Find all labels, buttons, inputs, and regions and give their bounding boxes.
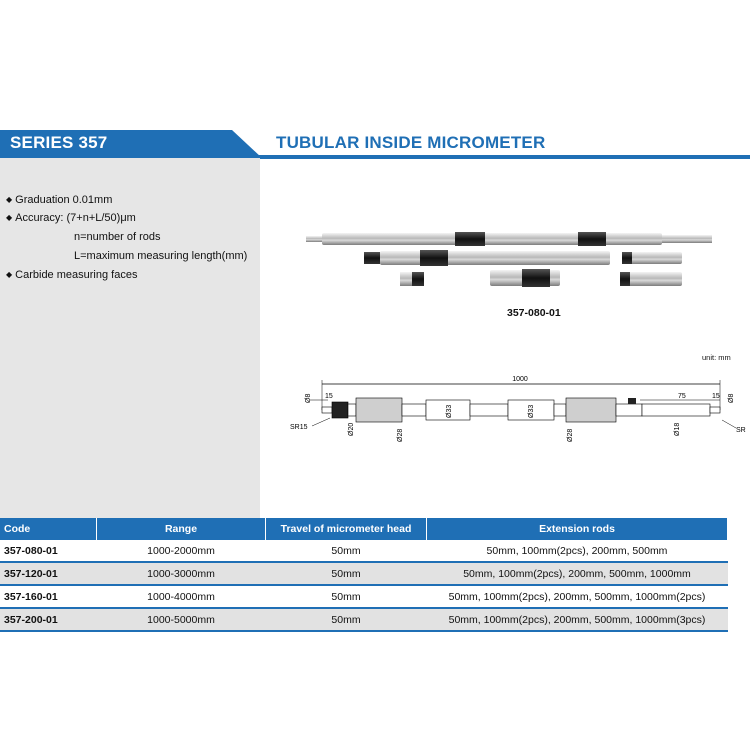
cell-extension: 50mm, 100mm(2pcs), 200mm, 500mm, 1000mm(3pcs)	[427, 608, 728, 631]
cell-extension: 50mm, 100mm(2pcs), 200mm, 500mm	[427, 540, 728, 562]
cell-travel: 50mm	[266, 540, 427, 562]
sr-right-label: SR	[736, 427, 746, 434]
col-header-range: Range	[97, 518, 266, 540]
table-row	[0, 585, 728, 608]
photo-caption: 357-080-01	[507, 307, 561, 319]
dim-d33-left: Ø33	[446, 404, 453, 418]
spec-table	[0, 518, 728, 632]
dim-dia-right: Ø8	[728, 393, 735, 403]
table-header-row	[0, 518, 728, 540]
cell-code: 357-200-01	[0, 608, 97, 631]
product-title: TUBULAR INSIDE MICROMETER	[276, 133, 546, 152]
col-header-code: Code	[0, 518, 97, 540]
cell-range: 1000-4000mm	[97, 585, 266, 608]
cell-range: 1000-2000mm	[97, 540, 266, 562]
cell-extension: 50mm, 100mm(2pcs), 200mm, 500mm, 1000mm(2pcs)	[427, 585, 728, 608]
spec-n-definition: n=number of rods	[74, 231, 161, 243]
dim-d33-right: Ø33	[528, 404, 535, 418]
spec-accuracy: ◆ Accuracy: (7+n+L/50)μm	[6, 212, 136, 224]
dim-right-length-b: 15	[712, 393, 720, 400]
unit-label: unit: mm	[702, 353, 731, 362]
sr-left-label: SR15	[290, 424, 308, 431]
header-rule	[232, 155, 750, 159]
cell-extension: 50mm, 100mm(2pcs), 200mm, 500mm, 1000mm	[427, 562, 728, 585]
series-title: SERIES 357	[10, 133, 108, 152]
dim-overall: 1000	[512, 376, 528, 383]
dim-right-length-a: 75	[678, 393, 686, 400]
col-header-travel: Travel of micrometer head	[266, 518, 427, 540]
dim-d28-right: Ø28	[567, 428, 574, 442]
technical-drawing	[270, 370, 750, 465]
dim-d20: Ø20	[348, 422, 355, 436]
table-row	[0, 608, 728, 631]
dim-dia-left: Ø8	[305, 393, 312, 403]
dim-d28-left: Ø28	[397, 428, 404, 442]
col-header-extension: Extension rods	[427, 518, 728, 540]
product-photo	[300, 222, 740, 292]
cell-code: 357-080-01	[0, 540, 97, 562]
cell-code: 357-160-01	[0, 585, 97, 608]
cell-travel: 50mm	[266, 608, 427, 631]
spec-graduation: ◆ Graduation 0.01mm	[6, 194, 113, 206]
cell-travel: 50mm	[266, 585, 427, 608]
dim-left-length: 15	[325, 393, 333, 400]
cell-range: 1000-5000mm	[97, 608, 266, 631]
table-row	[0, 562, 728, 585]
cell-code: 357-120-01	[0, 562, 97, 585]
table-row	[0, 540, 728, 562]
dim-d18: Ø18	[674, 422, 681, 436]
cell-range: 1000-3000mm	[97, 562, 266, 585]
spec-carbide: ◆ Carbide measuring faces	[6, 269, 138, 281]
spec-l-definition: L=maximum measuring length(mm)	[74, 250, 248, 262]
cell-travel: 50mm	[266, 562, 427, 585]
